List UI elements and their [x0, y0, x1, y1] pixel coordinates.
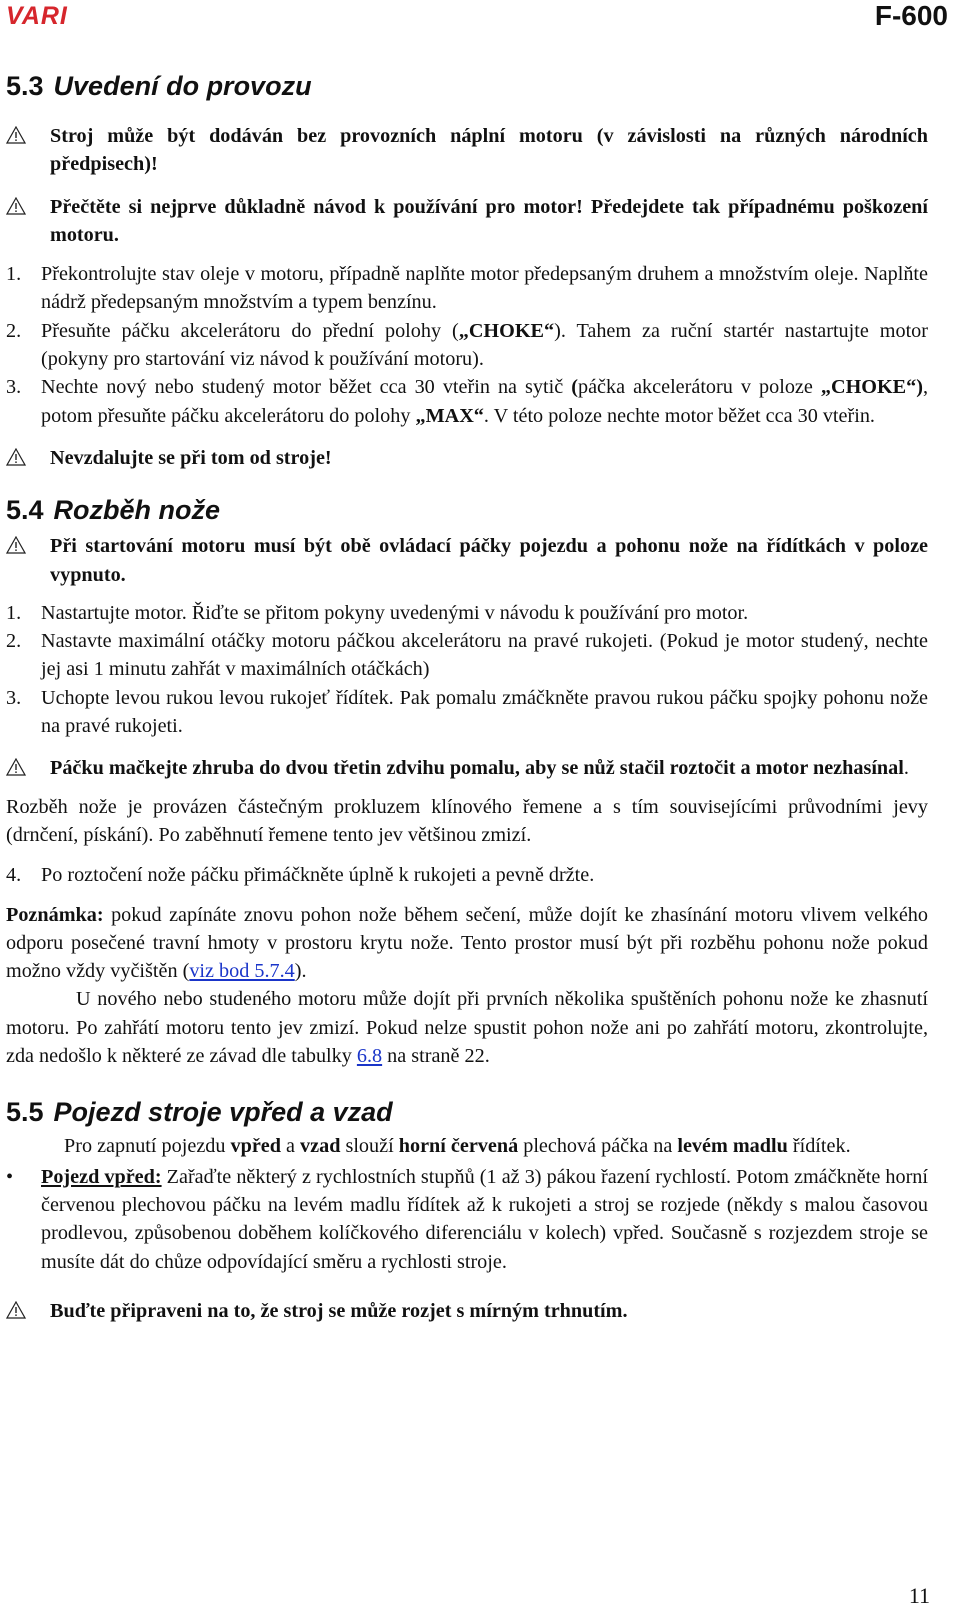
warning-triangle-icon: [6, 197, 26, 215]
warning-5-3-1: Stroj může být dodáván bez provozních náplní motoru (v závislosti na různých národních předpisech)!: [6, 122, 928, 179]
bullet-icon: •: [6, 1165, 14, 1188]
warning-triangle-icon: [6, 536, 26, 554]
vari-logo: [6, 4, 130, 26]
model-number: F-600: [874, 0, 948, 31]
warning-triangle-icon: [6, 448, 26, 466]
paragraph: Pro zapnutí pojezdu vpřed a vzad slouží horní červená plechová páčka na levém madlu řídítek.: [64, 1135, 851, 1158]
section-heading-5-4: 5.4 Rozběh nože: [6, 495, 221, 526]
paragraph: Rozběh nože je provázen částečným prokluzem klínového řemene a s tím souvisejícími průvodními jevy (drnčení, pískání). Po zaběhnutí řemene tento jev většinou zmizí.: [6, 795, 928, 846]
list-item: 1. Nastartujte motor. Řiďte se přitom pokyny uvedenými v návodu k používání pro motor.: [6, 601, 749, 624]
list-item: 2. Nastavte maximální otáčky motoru páčkou akcelerátoru na pravé rukojeti. (Pokud je motor studený, nechte jej asi 1 minutu zahřát v maximálních otáčkách): [6, 630, 928, 681]
link-5-7-4[interactable]: viz bod 5.7.4: [189, 960, 295, 983]
warning-5-4-2: Páčku mačkejte zhruba do dvou třetin zdvihu pomalu, aby se nůž stačil roztočit a motor nezhasínal.: [6, 754, 928, 782]
content: [6, 68, 928, 1325]
list-item: 4. Po roztočení nože páčku přimáčkněte úplně k rukojeti a pevně držte.: [6, 864, 595, 887]
list-item: 2. Přesuňte páčku akcelerátoru do přední polohy („CHOKE“). Tahem za ruční startér nastartujte motor (pokyny pro startování viz návod k používání motoru).: [6, 319, 928, 371]
warning-triangle-icon: [6, 758, 26, 776]
warning-5-3-2: Přečtěte si nejprve důkladně návod k používání pro motor! Předejdete tak případnému poškození motoru.: [6, 193, 928, 250]
note-paragraph: Poznámka: pokud zapínáte znovu pohon nože během sečení, může dojít ke zhasínání motoru vlivem velkého odporu posečené travní hmoty v prostoru krytu nože. Tento prostor musí být při rozběhu pohonu nože pokud možno vždy vyčištěn (viz bod 5.7.4).: [6, 903, 928, 983]
list-item: 3. Nechte nový nebo studený motor běžet cca 30 vteřin na sytič (páčka akcelerátoru v poloze „CHOKE“), potom přesuňte páčku akcelerátoru do polohy „MAX“. V této poloze nechte motor běžet cca 30 vteřin.: [6, 376, 928, 427]
list-item: 3. Uchopte levou rukou levou rukojeť řídítek. Pak pomalu zmáčkněte pravou rukou páčku spojky pohonu nože na pravé rukojeti.: [6, 686, 928, 738]
section-heading-5-3: 5.3 Uvedení do provozu: [6, 71, 312, 101]
bullet-item: • Pojezd vpřed: Zařaďte některý z rychlostních stupňů (1 až 3) pákou řazení rychlostí. Potom zmáčkněte horní červenou plechovou páčku na levém madlu řídítek až k rukojeti a stroj se rozjede (někdy s malou časovou prodlevou, způsobenou doběhem kolíčkového diferenciálu v kolech) vpřed. Současně s rozjezdem stroje se musíte dát do chůze odpovídající směru a rychlosti stroje.: [6, 1163, 928, 1276]
warning-triangle-icon: [6, 1301, 26, 1319]
svg-text:VARI: VARI: [6, 4, 68, 26]
paragraph: U nového nebo studeného motoru může dojít při prvních několika spuštěních pohonu nože ke zhasnutí motoru. Po zahřátí motoru tento jev zmizí. Pokud nelze spustit pohon nože ani po zahřátí motoru, zkontrolujte, zda nedošlo k některé ze závad dle tabulky 6.8 na straně 22.: [6, 988, 928, 1068]
warning-5-5-1: Buďte připraveni na to, že stroj se může rozjet s mírným trhnutím.: [6, 1297, 928, 1325]
page-number: 11: [908, 1583, 930, 1608]
warning-5-3-3: Nevzdalujte se při tom od stroje!: [6, 444, 928, 472]
section-heading-5-5: 5.5 Pojezd stroje vpřed a vzad: [6, 1097, 393, 1128]
link-6-8[interactable]: 6.8: [356, 1045, 383, 1068]
list-item: 1. Překontrolujte stav oleje v motoru, případně naplňte motor předepsaným druhem a množstvím oleje. Naplňte nádrž předepsaným množstvím a typem benzínu.: [6, 263, 928, 314]
warning-5-4-1: Při startování motoru musí být obě ovládací páčky pojezdu a pohonu nože na řídítkách v poloze vypnuto.: [6, 532, 928, 589]
warning-triangle-icon: [6, 126, 26, 144]
